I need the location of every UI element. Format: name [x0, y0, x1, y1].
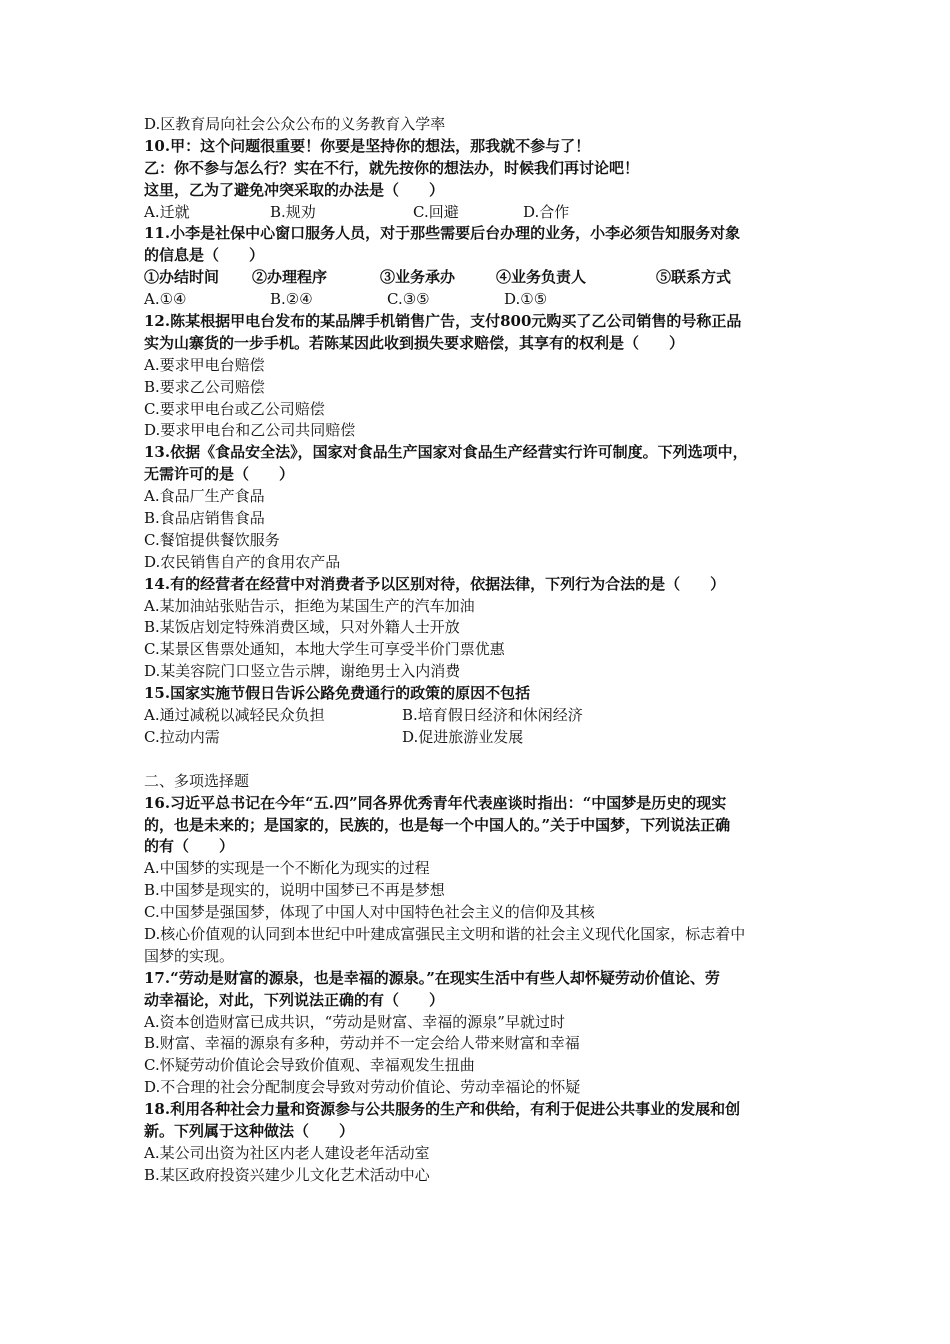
q12-option-d: D.要求甲电台和乙公司共同赔偿 — [144, 421, 356, 440]
q15-options-row2 — [144, 727, 810, 749]
q16-stem-line1: 16.习近平总书记在今年“五.四”同各界优秀青年代表座谈时指出：“中国梦是历史的现实 — [144, 793, 727, 812]
q10-option-b: B.规劝 — [270, 202, 316, 221]
q12-stem-line1: 12.陈某根据甲电台发布的某品牌手机销售广告，支付800元购买了乙公司销售的号称正品 — [144, 312, 742, 331]
q16-option-c: C.中国梦是强国梦，体现了中国人对中国特色社会主义的信仰及其核 — [144, 903, 595, 922]
q10-option-c: C.回避 — [413, 202, 459, 221]
q10-options — [144, 202, 810, 224]
q14-option-c: C.某景区售票处通知，本地大学生可享受半价门票优惠 — [144, 640, 505, 659]
q14-stem: 14.有的经营者在经营中对消费者予以区别对待，依据法律，下列行为合法的是（ ） — [144, 574, 726, 593]
exam-content — [144, 114, 810, 1187]
q17-option-c: C.怀疑劳动价值论会导致价值观、幸福观发生扭曲 — [144, 1056, 475, 1075]
q13-option-d: D.农民销售自产的食用农产品 — [144, 552, 341, 571]
q18-stem-line1: 18.利用各种社会力量和资源参与公共服务的生产和供给，有利于促进公共事业的发展和创 — [144, 1100, 741, 1119]
q17-option-b: B.财富、幸福的源泉有多种，劳动并不一定会给人带来财富和幸福 — [144, 1034, 580, 1053]
q16-option-d-line1: D.核心价值观的认同到本世纪中叶建成富强民主文明和谐的社会主义现代化国家，标志着中 — [144, 924, 746, 943]
q11-item-2: ②办理程序 — [252, 268, 328, 287]
q16-stem-line2: 的，也是未来的；是国家的，民族的，也是每一个中国人的。”关于中国梦，下列说法正确 — [144, 815, 731, 834]
q13-stem-line2: 无需许可的是（ ） — [144, 465, 295, 484]
q11-stem-line1: 11.小李是社保中心窗口服务人员，对于那些需要后台办理的业务，小李必须告知服务对象 — [144, 224, 741, 243]
q16-option-b: B.中国梦是现实的，说明中国梦已不再是梦想 — [144, 881, 445, 900]
q13-option-c: C.餐馆提供餐饮服务 — [144, 530, 280, 549]
q10-stem-line1: 10.甲：这个问题很重要！你要是坚持你的想法，那我就不参与了！ — [144, 136, 591, 155]
q14-option-a: A.某加油站张贴告示，拒绝为某国生产的汽车加油 — [144, 596, 475, 615]
q11-item-5: ⑤联系方式 — [656, 268, 732, 287]
q18-option-b: B.某区政府投资兴建少儿文化艺术活动中心 — [144, 1165, 430, 1184]
q10-option-a: A.迁就 — [144, 202, 190, 221]
q13-option-b: B.食品店销售食品 — [144, 509, 265, 528]
section-title-multiple-choice: 二、多项选择题 — [144, 771, 250, 790]
q17-stem-line1: 17.“劳动是财富的源泉，也是幸福的源泉。”在现实生活中有些人却怀疑劳动价值论、劳 — [144, 968, 720, 987]
q12-stem-line2: 实为山寨货的一步手机。若陈某因此收到损失要求赔偿，其享有的权利是（ ） — [144, 333, 685, 352]
q15-option-b: B.培育假日经济和休闲经济 — [402, 706, 583, 725]
q15-option-c: C.拉动内需 — [144, 727, 220, 746]
q11-option-d: D.①⑤ — [504, 290, 548, 309]
q13-option-a: A.食品厂生产食品 — [144, 487, 265, 506]
q9-option-d: D.区教育局向社会公众公布的义务教育入学率 — [144, 115, 446, 133]
q17-option-a: A.资本创造财富已成共识，“劳动是财富、幸福的源泉”早就过时 — [144, 1012, 565, 1031]
q13-stem-line1: 13.依据《食品安全法》，国家对食品生产国家对食品生产经营实行许可制度。下列选项中， — [144, 443, 748, 462]
q15-option-a: A.通过减税以减轻民众负担 — [144, 706, 325, 725]
q11-options — [144, 289, 810, 311]
q16-stem-line3: 的有（ ） — [144, 837, 235, 856]
q16-option-d-line2: 国梦的实现。 — [144, 946, 235, 965]
q11-option-b: B.②④ — [270, 290, 313, 309]
q15-option-d: D.促进旅游业发展 — [402, 727, 524, 746]
q17-option-d: D.不合理的社会分配制度会导致对劳动价值论、劳动幸福论的怀疑 — [144, 1078, 581, 1097]
q17-stem-line2: 动幸福论，对此，下列说法正确的有（ ） — [144, 990, 445, 1009]
q18-option-a: A.某公司出资为社区内老人建设老年活动室 — [144, 1143, 430, 1162]
q11-option-c: C.③⑤ — [387, 290, 430, 309]
q15-stem: 15.国家实施节假日告诉公路免费通行的政策的原因不包括 — [144, 684, 531, 703]
q11-option-a: A.①④ — [144, 290, 187, 309]
q11-item-3: ③业务承办 — [380, 268, 456, 287]
q10-option-d: D.合作 — [523, 202, 570, 221]
q14-option-b: B.某饭店划定特殊消费区域，只对外籍人士开放 — [144, 618, 460, 637]
q12-option-b: B.要求乙公司赔偿 — [144, 377, 265, 396]
q11-item-4: ④业务负责人 — [496, 268, 587, 287]
q11-items — [144, 267, 810, 289]
q16-option-a: A.中国梦的实现是一个不断化为现实的过程 — [144, 859, 430, 878]
q11-stem-line2: 的信息是（ ） — [144, 246, 265, 265]
q18-stem-line2: 新。下列属于这种做法（ ） — [144, 1121, 355, 1140]
q11-item-1: ①办结时间 — [144, 268, 220, 287]
q12-option-c: C.要求甲电台或乙公司赔偿 — [144, 399, 325, 418]
q12-option-a: A.要求甲电台赔偿 — [144, 355, 265, 374]
q10-stem-line3: 这里，乙为了避免冲突采取的办法是（ ） — [144, 180, 445, 199]
q10-stem-line2: 乙：你不参与怎么行？实在不行，就先按你的想法办，时候我们再讨论吧！ — [144, 158, 640, 177]
q15-options-row1 — [144, 705, 810, 727]
section-spacer — [144, 749, 810, 771]
q14-option-d: D.某美容院门口竖立告示牌，谢绝男士入内消费 — [144, 662, 461, 681]
